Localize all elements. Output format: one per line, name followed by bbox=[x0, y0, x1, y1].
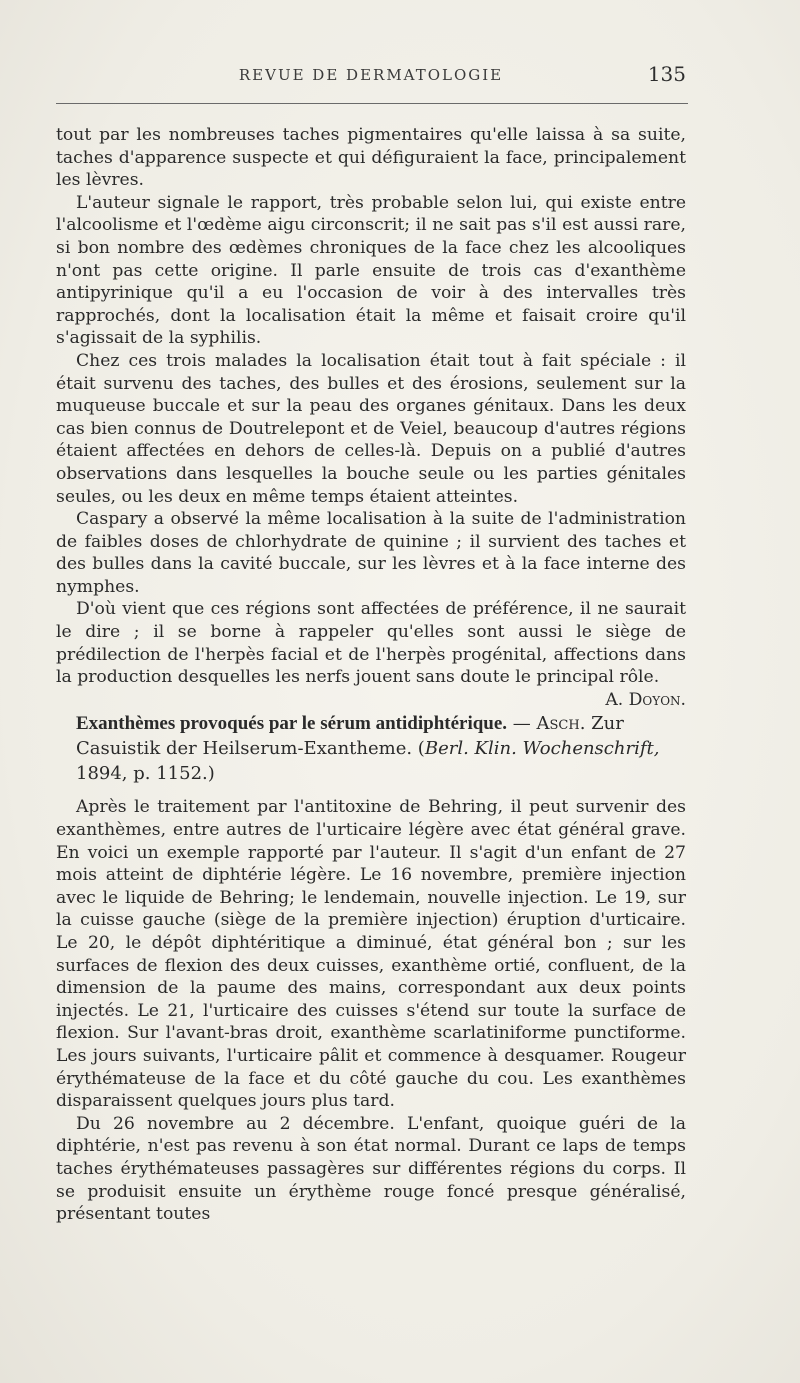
paragraph: tout par les nombreuses taches pigmentaires qu'elle laissa à sa suite, taches d'apparence suspecte et qui défiguraient la face, principalement les lèvres. bbox=[56, 125, 686, 191]
header-rule bbox=[56, 103, 688, 104]
signature bbox=[56, 689, 686, 712]
running-title: REVUE DE DERMATOLOGIE bbox=[238, 66, 504, 84]
article-source: Zur Casuistik der Heilserum-Exantheme. ( bbox=[76, 713, 624, 760]
paragraph: Du 26 novembre au 2 décembre. L'enfant, quoique guéri de la diphtérie, n'est pas revenu à son état normal. Durant ce laps de temps taches érythémateuses passagères sur différentes régions du corps. Il se produisit ensuite un érythème rouge foncé presque généralisé, présentant toutes bbox=[56, 1113, 686, 1225]
paragraph: Après le traitement par l'antitoxine de Behring, il peut survenir des exanthèmes, entre autres de l'urticaire légère avec état général grave. En voici un exemple rapporté par l'auteur. Il s'agit d'un enfant de 27 mois atteint de diphtérie légère. Le 16 novembre, première injection avec le liquide de Behring; le lendemain, nouvelle injection. Le 19, sur la cuisse gauche (siège de la première injection) éruption d'urticaire. Le 20, le dépôt diphtéritique a diminué, état général bon ; sur les surfaces de flexion des deux cuisses, exanthème ortié, confluent, de la dimension de la paume des mains, correspondant aux deux points injectés. Le 21, l'urticaire des cuisses s'étend sur toute la surface de flexion. Sur l'avant-bras droit, exanthème scarlatiniforme punctiforme. Les jours suivants, l'urticaire pâlit et commence à desquamer. Rougeur érythémateuse de la face et du côté gauche du cou. Les exanthèmes disparaissent quelques jours plus tard. bbox=[56, 797, 686, 1112]
article-heading bbox=[56, 711, 686, 786]
page-body bbox=[56, 124, 686, 1226]
signature-name: A. Doyon. bbox=[605, 689, 686, 710]
paragraph: Chez ces trois malades la localisation était tout à fait spéciale : il était survenu des taches, des bulles et des érosions, seulement sur la muqueuse buccale et sur la peau des organes génitaux. Dans les deux cas bien connus de Doutrelepont et de Veiel, beaucoup d'autres régions étaient affectées en dehors de celles-là. Depuis on a publié d'autres observations dans lesquelles la bouche seule ou les parties génitales seules, ou les deux en même temps étaient atteintes. bbox=[56, 350, 686, 507]
article-author: Asch. bbox=[536, 713, 586, 735]
heading-dash: — bbox=[507, 713, 537, 735]
article-source-end: 1894, p. 1152.) bbox=[76, 763, 215, 785]
journal-title: Berl. Klin. Wochenschrift, bbox=[424, 738, 660, 760]
page-header bbox=[56, 62, 686, 96]
paragraph: Caspary a observé la même localisation à la suite de l'administration de faibles doses de chlorhydrate de quinine ; il survient des taches et des bulles dans la cavité buccale, sur les lèvres et à la face interne des nymphes. bbox=[56, 509, 686, 597]
article-title: Exanthèmes provoqués par le sérum antidiphtérique. bbox=[76, 713, 508, 735]
paragraph: L'auteur signale le rapport, très probable selon lui, qui existe entre l'alcoolisme et l'œdème aigu circonscrit; il ne sait pas s'il est aussi rare, si bon nombre des œdèmes chroniques de la face chez les alcooliques n'ont pas cette origine. Il parle ensuite de trois cas d'exanthème antipyrinique qu'il a eu l'occasion de voir à des intervalles très rapprochés, dont la localisation était la même et faisait croire qu'il s'agissait de la syphilis. bbox=[56, 192, 686, 349]
page-number: 135 bbox=[647, 62, 686, 86]
paragraph: D'où vient que ces régions sont affectées de préférence, il ne saurait le dire ; il se borne à rappeler qu'elles sont aussi le siège de prédilection de l'herpès facial et de l'herpès progénital, affections dans la production desquelles les nerfs jouent sans doute le principal rôle. bbox=[56, 599, 686, 688]
